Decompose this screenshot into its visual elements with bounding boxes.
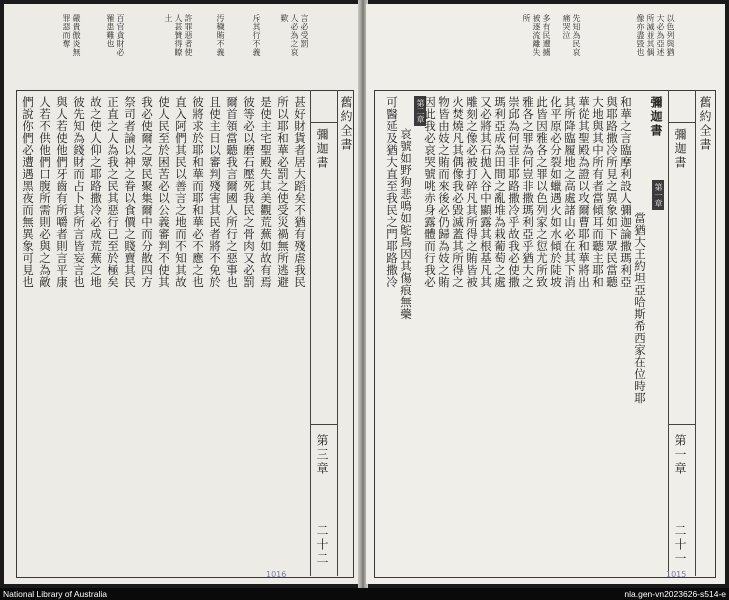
text-column: 使人民至於困苦必以公義審判不使其 — [157, 96, 171, 288]
text-column: 化平原必分裂如蠟遇火如水傾於陡坡 — [549, 96, 563, 288]
left-annotation: 汚穢賄不義 — [216, 14, 225, 57]
pencil-folio-mark: 1015 — [666, 570, 687, 579]
right-annotation: 所滅並其偶 — [646, 14, 655, 57]
text-column: 雅各之罪為何豈非撒瑪利亞乎猶大之 — [521, 96, 535, 288]
text-column: 們說你們必遭遇黑夜而無異象可見也 — [21, 96, 35, 288]
left-page — [4, 4, 360, 584]
text-column: 又必將其石拋入谷中顯露其根基凡其 — [479, 96, 493, 288]
right-header-divider — [668, 424, 695, 425]
right-header-rule — [668, 90, 669, 576]
left-annotation: 百官貪財必 — [116, 14, 125, 57]
right-annotation: 先知為民哀 — [572, 14, 581, 57]
text-column: 可醫延及猶大直至我民之門耶路撒冷 — [385, 96, 399, 288]
text-column: 雕刻之像必被打碎凡其所得之賄皆被 — [465, 96, 479, 288]
section-title: 彌迦書 — [649, 96, 663, 138]
right-annotation: 以色列與猶 — [666, 14, 675, 57]
left-annotation: 嚴貴傲炎無 — [72, 14, 81, 57]
text-column: 我必使爾之眾民聚集爾中而分散四方 — [140, 96, 154, 288]
right-page — [366, 4, 725, 584]
text-column: 所以耶和華必罰之使受災禍無所逃避 — [276, 96, 290, 288]
right-page-number: 二十一 — [673, 524, 687, 566]
text-column: 正直之人為我之民其惡行已至於極矣 — [106, 96, 120, 288]
left-header-divider — [310, 122, 337, 123]
text-column: 大地與其中所有者當傾耳而聽主耶和 — [591, 96, 605, 288]
chapter-marker: 第一章 — [652, 180, 664, 210]
left-header-rule — [337, 90, 338, 576]
text-column: 彼先知為錢財而占卜其所言皆妄言也 — [72, 96, 86, 288]
text-column: 火焚燒凡其偶像我必毀滅蓋其所得之 — [451, 96, 465, 288]
right-header-title: 舊約全書 — [698, 96, 712, 152]
left-annotation: 人必為之哀 — [290, 14, 299, 57]
left-annotation: 罪惡而奪 — [62, 14, 71, 48]
text-column: 瑪利亞成為田間之亂堆為栽葡萄之處 — [493, 96, 507, 288]
left-header-title: 舊約全書 — [339, 96, 353, 152]
left-header-rule — [310, 90, 311, 576]
text-column: 崇邱為何豈非耶路撒冷乎故我必使撒 — [507, 96, 521, 288]
text-column: 與人若使他們牙齒有所嚼者則言平康 — [55, 96, 69, 288]
right-annotation: 大必為亞述 — [656, 14, 665, 57]
text-column: 祭司者論以神之眷以食價之賤賣其民 — [123, 96, 137, 288]
text-column: 且使主日以審判殘害其民者將不免於 — [208, 96, 222, 288]
right-book-name: 彌迦書 — [673, 128, 687, 170]
text-column: 其所降臨履地之高處諸山必在其下消 — [563, 96, 577, 288]
text-column: 與耶路撒冷所見之異象如下眾民當聽 — [605, 96, 619, 288]
left-book-name: 彌迦書 — [315, 128, 329, 170]
pencil-folio-mark: 1016 — [266, 570, 287, 579]
left-annotation: 言必受罰 — [300, 14, 309, 48]
right-annotation: 被逐流離失 — [532, 14, 541, 57]
left-annotation: 罹患難也 — [106, 14, 115, 48]
left-annotation: 人甚贊得瞭 — [174, 14, 183, 57]
text-column: 直入阿們其民以善言之地而不知其故 — [174, 96, 188, 288]
right-header-rule — [695, 90, 696, 576]
text-column: 和華之言臨摩利設人彌迦論撒瑪利亞 — [619, 96, 633, 288]
left-chapter: 第三章 — [315, 434, 329, 476]
left-annotation: 斥其行不義 — [252, 14, 261, 57]
chapter-marker: 第二章 — [414, 96, 426, 126]
text-column: 哀號如野狗悲鳴如鴕鳥因其傷痕無藥 — [399, 128, 413, 320]
text-column: 彼將求於耶和華而耶和華必不應之也 — [191, 96, 205, 288]
right-annotation: 像亦盡毀也 — [636, 14, 645, 57]
left-annotation: 許罪惡者使 — [184, 14, 193, 57]
text-column: 爾首領當聽我言爾國人所行之惡事也 — [225, 96, 239, 288]
text-column: 彼等必以磨石壓死我民之骨肉又必罰 — [242, 96, 256, 288]
archive-footer-bar — [0, 588, 729, 600]
right-chapter: 第一章 — [673, 434, 687, 476]
text-column: 華從其聖殿為證以攻爾曹耶和華將出 — [577, 96, 591, 288]
text-column: 物皆由妓之賄而來後必仍歸為妓之賄 — [437, 96, 451, 288]
text-column: 人若不供他們口腹所需則必與之為敵 — [38, 96, 52, 288]
left-page-number: 二十二 — [315, 524, 329, 566]
text-column: 故之使人仰之耶路撒冷必成荒蕪之地 — [89, 96, 103, 288]
text-column: 當猶大王約坦亞哈斯希西家在位時耶 — [633, 212, 647, 404]
left-annotation: 土 — [164, 14, 173, 23]
footer-library-name: National Library of Australia — [3, 589, 107, 599]
left-annotation: 歎 — [280, 14, 289, 23]
text-column: 因此我必哀哭號咷赤身露體而行我必 — [423, 96, 437, 288]
right-annotation: 痛哭泣 — [562, 14, 571, 40]
text-column: 此皆因雅各之罪以色列家之愆尤所致 — [535, 96, 549, 288]
right-header-divider — [668, 122, 695, 123]
right-annotation: 多有民遭擄 — [542, 14, 551, 57]
right-annotation: 所 — [522, 14, 531, 23]
footer-identifier: nla.gen-vn2023626-s514-e — [624, 589, 726, 599]
text-column: 是使主宅聖殿失其美觀荒蕪如故有焉 — [259, 96, 273, 288]
text-column: 甚好財貨者居大蹈矣不猶有殘虐我民 — [293, 96, 307, 288]
left-header-divider — [310, 424, 337, 425]
